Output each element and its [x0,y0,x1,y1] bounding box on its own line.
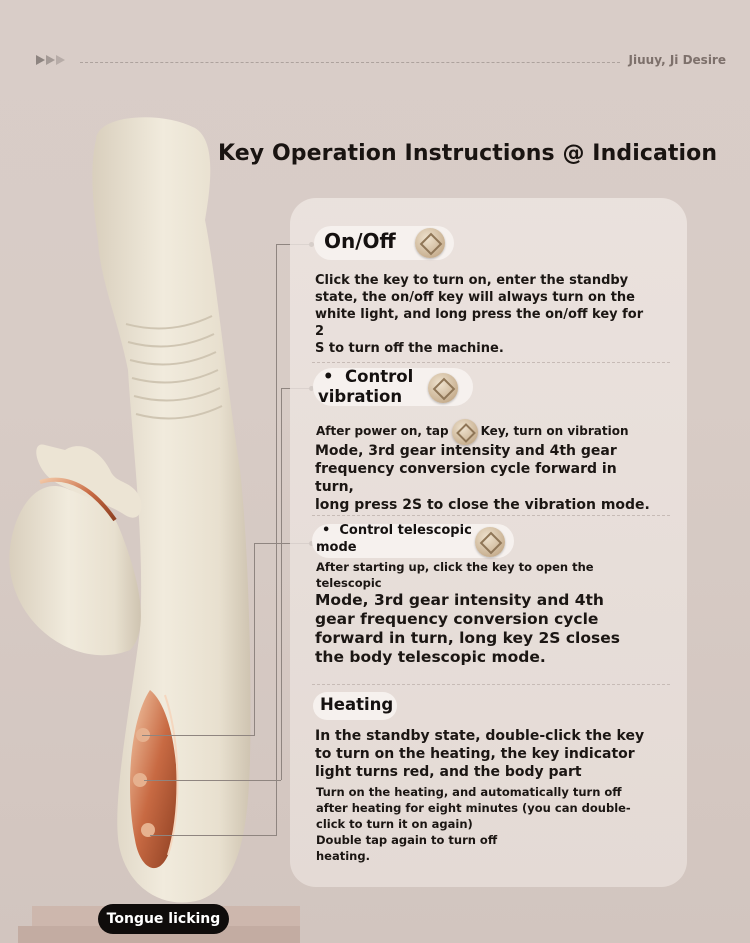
heating-description [315,727,655,781]
text-line: Mode, 3rd gear intensity and 4th [315,591,604,609]
telescopic-heading-line2: mode [316,540,357,555]
leader-line-onoff-h [150,835,276,836]
play-arrows-icon [36,55,65,65]
key-icon [475,527,505,557]
key-icon [415,228,445,258]
text-line: long press 2S to close the vibration mode. [315,497,650,513]
text-line: gear frequency conversion cycle [315,610,599,628]
text-line: Mode, 3rd gear intensity and 4th gear [315,443,617,459]
vibration-heading-line1: • Control [323,367,414,386]
vibration-heading-line2: vibration [318,387,403,406]
text-line: In the standby state, double-click the key [315,728,645,744]
brand-name: Jiuuy, Ji Desire [628,53,726,67]
product-illustration [0,110,300,943]
telescopic-heading-line1: • Control telescopic [322,523,472,538]
text-line: After power on, tap [316,424,449,438]
key-icon [428,373,458,403]
onoff-heading-pill [314,226,454,260]
leader-line-vibration-h [144,780,281,781]
leader-line-telescopic-v [254,543,255,736]
heating-notes [316,784,656,864]
text-line: After starting up, click the key to open the [316,560,594,574]
leader-line-telescopic-h [142,735,254,736]
onoff-heading: On/Off [324,229,396,253]
leader-line-vibration-v [281,388,282,780]
text-line: Click the key to turn on, enter the standby [315,273,629,288]
telescopic-intro [316,559,656,591]
header-divider [80,62,620,63]
heating-heading: Heating [320,695,394,714]
vibration-heading-pill [313,368,473,406]
header-bar [36,53,726,71]
telescopic-description [315,591,655,667]
text-line: Turn on the heating, and automatically turn off [316,785,622,799]
onoff-description [315,272,655,357]
text-line: heating. [316,849,370,863]
telescopic-heading-pill [312,524,514,558]
section-divider [312,515,670,516]
tongue-licking-badge: Tongue licking [98,904,229,934]
text-line: forward in turn, long key 2S closes [315,629,620,647]
vibration-intro [316,418,656,445]
text-line: state, the on/off key will always turn on the [315,290,635,305]
text-line: light turns red, and the body part [315,764,582,780]
text-line: after heating for eight minutes (you can double- [316,801,631,815]
leader-line-onoff-v [276,244,277,836]
vibration-description [315,442,655,514]
heating-heading-pill [313,692,397,720]
text-line: frequency conversion cycle forward in turn, [315,461,617,495]
section-divider [312,684,670,685]
section-divider [312,362,670,363]
page-title: Key Operation Instructions @ Indication [218,141,718,166]
text-line: white light, and long press the on/off key for 2 [315,307,644,339]
key-icon [452,419,478,445]
text-line: to turn on the heating, the key indicator [315,746,635,762]
text-line: Double tap again to turn off [316,833,498,847]
text-line: the body telescopic mode. [315,648,546,666]
text-line: telescopic [316,576,382,590]
text-line: S to turn off the machine. [315,341,504,356]
text-line: click to turn it on again) [316,817,473,831]
text-line: Key, turn on vibration [480,424,629,438]
